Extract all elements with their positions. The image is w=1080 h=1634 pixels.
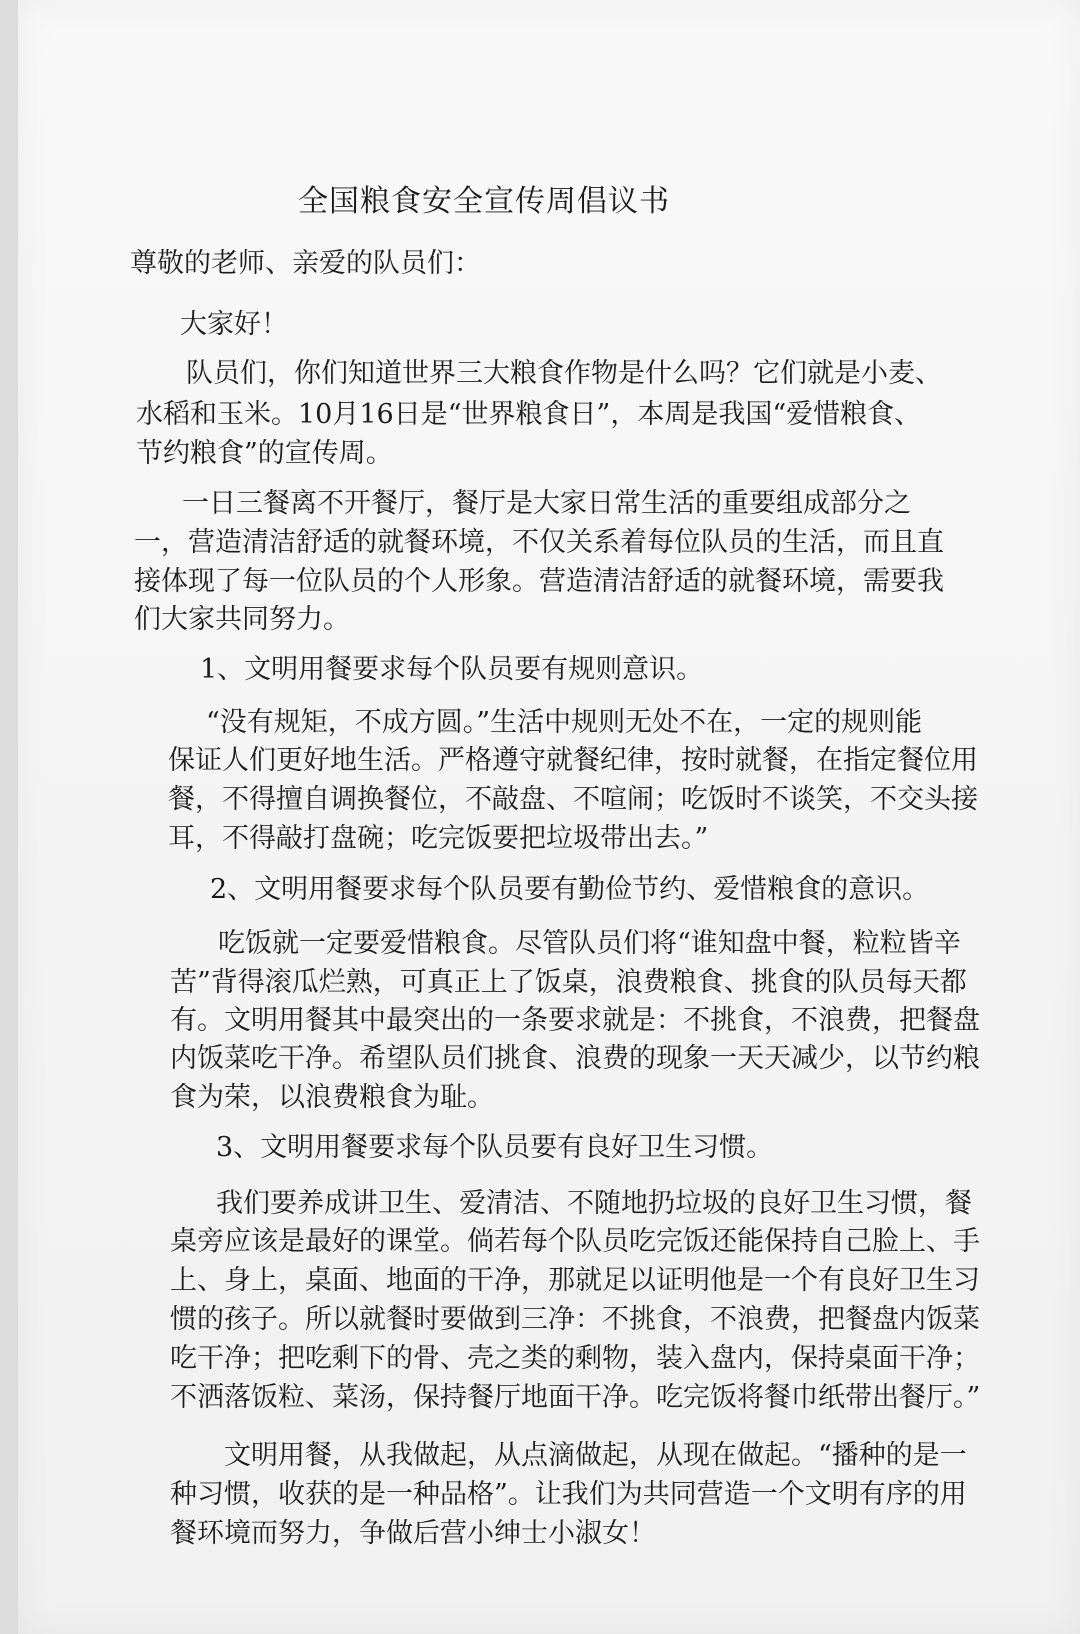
paragraph-line: 我们要养成讲卫生、爱清洁、不随地扔垃圾的良好卫生习惯，餐 <box>216 1188 972 1219</box>
salutation: 尊敬的老师、亲爱的队员们： <box>130 248 481 279</box>
paragraph-line: 吃饭就一定要爱惜粮食。尽管队员们将“谁知盘中餐，粒粒皆辛 <box>218 928 961 959</box>
paragraph-line: 一日三餐离不开餐厅，餐厅是大家日常生活的重要组成部分之 <box>182 488 911 519</box>
paragraph-line: 苦”背得滚瓜烂熟，可真正上了饭桌，浪费粮食、挑食的队员每天都 <box>170 967 967 998</box>
paper-sheet <box>18 0 1080 1634</box>
paragraph-line: 食为荣，以浪费粮食为耻。 <box>170 1082 494 1113</box>
paragraph-line: 队员们，你们知道世界三大粮食作物是什么吗？它们就是小麦、 <box>186 358 942 389</box>
section-heading-1: 1、文明用餐要求每个队员要有规则意识。 <box>200 654 704 685</box>
paragraph-line: 接体现了每一位队员的个人形象。营造清洁舒适的就餐环境，需要我 <box>134 566 944 597</box>
section-heading-3: 3、文明用餐要求每个队员要有良好卫生习惯。 <box>216 1132 774 1163</box>
paragraph-line: 水稻和玉米。10月16日是“世界粮食日”，本周是我国“爱惜粮食、 <box>136 399 922 430</box>
paragraph-line: 种习惯，收获的是一种品格”。让我们为共同营造一个文明有序的用 <box>170 1479 967 1510</box>
page-title: 全国粮食安全宣传周倡议书 <box>298 184 670 219</box>
paragraph-line: 节约粮食”的宣传周。 <box>136 438 393 469</box>
paragraph-line: “没有规矩，不成方圆。”生活中规则无处不在，一定的规则能 <box>206 707 923 738</box>
paragraph-line: 吃干净；把吃剩下的骨、壳之类的剩物，装入盘内，保持桌面干净； <box>170 1343 980 1374</box>
paragraph-line: 餐环境而努力，争做后营小绅士小淑女！ <box>170 1518 656 1549</box>
paragraph-line: 有。文明用餐其中最突出的一条要求就是：不挑食，不浪费，把餐盘 <box>170 1005 980 1036</box>
section-heading-2: 2、文明用餐要求每个队员要有勤俭节约、爱惜粮食的意识。 <box>210 874 930 905</box>
paragraph-line: 们大家共同努力。 <box>134 604 350 635</box>
paragraph-line: 桌旁应该是最好的课堂。倘若每个队员吃完饭还能保持自己脸上、手 <box>170 1226 980 1257</box>
paragraph-line: 上、身上，桌面、地面的干净，那就足以证明他是一个有良好卫生习 <box>170 1265 980 1296</box>
paragraph-line: 惯的孩子。所以就餐时要做到三净：不挑食，不浪费，把餐盘内饭菜 <box>170 1304 980 1335</box>
paragraph-line: 餐，不得擅自调换餐位，不敲盘、不喧闹；吃饭时不谈笑，不交头接 <box>168 784 978 815</box>
paragraph-line: 保证人们更好地生活。严格遵守就餐纪律，按时就餐，在指定餐位用 <box>168 745 978 776</box>
paragraph-line: 耳，不得敲打盘碗；吃完饭要把垃圾带出去。” <box>168 823 709 854</box>
paragraph-line: 文明用餐，从我做起，从点滴做起，从现在做起。“播种的是一 <box>224 1440 967 1471</box>
greeting: 大家好！ <box>180 309 288 340</box>
paragraph-line: 一，营造清洁舒适的就餐环境，不仅关系着每位队员的生活，而且直 <box>134 527 944 558</box>
paragraph-line: 不洒落饭粒、菜汤，保持餐厅地面干净。吃完饭将餐巾纸带出餐厅。” <box>170 1382 981 1413</box>
paragraph-line: 内饭菜吃干净。希望队员们挑食、浪费的现象一天天减少，以节约粮 <box>170 1043 980 1074</box>
